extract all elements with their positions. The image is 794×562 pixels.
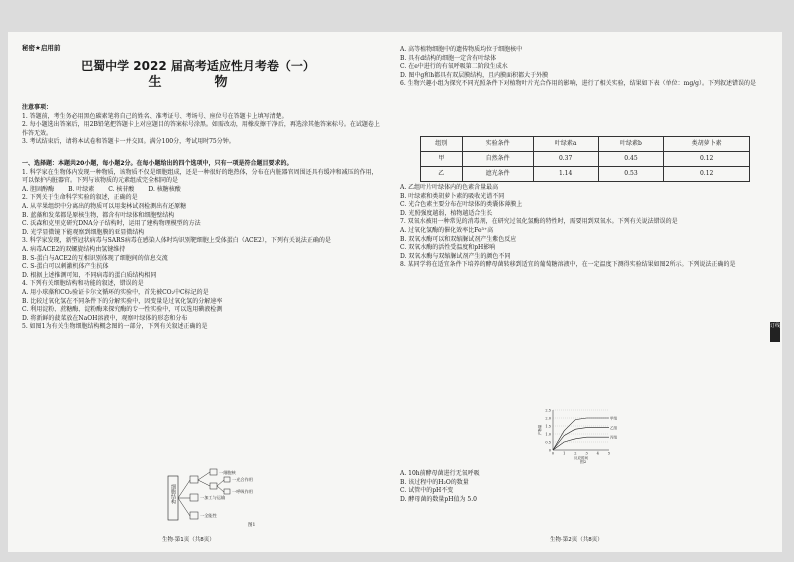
table-cell: 甲 — [421, 152, 463, 167]
option: C. 核苷酸 — [108, 185, 135, 193]
section-heading: 一、选择题：本题共20小题，每小题2分。在每小题给出的四个选项中，只有一项是符合题目要求的。 — [22, 160, 293, 167]
fig1-label: 一加工与运输 — [200, 495, 226, 500]
table-header-row — [421, 137, 750, 152]
table-cell: 遮光条件 — [462, 167, 533, 182]
table-cell: 1.14 — [533, 167, 598, 182]
question-stem: 7. 双氧水被用一种常见的消毒剂，在研究过氧化氢酶的特性时，需要用到双氧水。下列有关说法错误的是 — [400, 218, 678, 226]
series-label: 丙组 — [610, 435, 617, 440]
option: C. 在e中进行的有氧呼吸第二阶段生成水 — [400, 63, 508, 71]
table-cell: 0.12 — [664, 167, 750, 182]
root-label: 细胞结构 — [170, 484, 176, 504]
y-tick-label: 0 — [548, 448, 551, 453]
notes-heading: 注意事项： — [22, 104, 53, 111]
y-tick-label: 0.5 — [545, 440, 551, 445]
y-tick-label: 1.5 — [545, 424, 551, 429]
question-stem: 1. 科学家在生物体内发现一种物质，该物质不仅是细胞组成，还是一种很好的绝热体，分布在内脏器官周围还具有缓冲和减压的作用，可以保护内脏器官。下列与该物质的元素组成完全相同的是 — [22, 168, 378, 185]
option: A. 高等植物细胞中的遗传物质均位于细胞核中 — [400, 46, 523, 53]
option: B. 具有d结构的细胞一定含有叶绿体 — [400, 54, 497, 62]
question-stem: 2. 下列关于生命科学实验的叙述，正确的是 — [22, 194, 138, 202]
option: D. 根据上述推测可知，不同病毒的蛋白质结构相同 — [22, 271, 157, 279]
fig1-caption: 图1 — [248, 523, 256, 528]
figure-2-line-chart — [535, 404, 635, 464]
fig2-caption: 图2 — [579, 459, 587, 464]
option: D. 酵母菌的数量pH值为 5.0 — [400, 495, 477, 503]
option: C. 利用淀粉、蔗糖酶、淀粉酶来探究酶的专一性实验中，可以选用碘液检测 — [22, 306, 223, 314]
exam-title: 巴蜀中学 2022 届高考适应性月考卷（一） — [81, 59, 315, 73]
q8-options — [400, 470, 772, 504]
table-cell: 0.12 — [664, 152, 750, 167]
option: D. 双氧水酶与双缩脲试剂产生的颜色不同 — [400, 252, 511, 260]
option: B. S-蛋白与ACE2的互相识别体现了细胞间的信息交流 — [22, 254, 168, 262]
note-item: 1. 答题前，考生务必用黑色碳素笔将自己的姓名、准考证号、考场号、座位号在答题卡上填写清楚。 — [22, 112, 288, 120]
x-tick-label: 3 — [585, 451, 588, 456]
table-cell: 0.37 — [533, 152, 598, 167]
table-cell: 自然条件 — [462, 152, 533, 167]
question-stem: 3. 科学家发现，新型冠状病毒与SARS病毒在感染人体时均识别靶细胞上受体蛋白（ACE2），下列有关说法正确的是 — [22, 237, 331, 245]
option: A. 过氧化氢酶的催化效率比Fe³⁺高 — [400, 226, 494, 234]
right-page-footer: 生物·第2页（共8页） — [550, 537, 603, 543]
figure-1-concept-map — [162, 468, 272, 528]
exam-sheet — [8, 32, 782, 552]
option: A. 乙组叶片叶绿体内的色素含量最高 — [400, 184, 499, 191]
y-tick-label: 2.0 — [545, 416, 551, 421]
table-header: 叶绿素b — [598, 137, 664, 152]
binding-margin-tag: 订线 — [770, 322, 780, 342]
option: C. 沃森和克里克研究DNA分子结构时，运用了建构物理模型的方法 — [22, 220, 201, 228]
table-header: 组别 — [421, 137, 463, 152]
option: D. 将新鲜的菠菜放在NaOH溶液中，观察叶绿体的形态和分布 — [22, 314, 188, 322]
x-tick-label: 2 — [574, 451, 577, 456]
option: A. 胆固醇酶 — [22, 185, 55, 193]
y-tick-label: 1.0 — [545, 432, 551, 437]
exam-subject: 生 物 — [148, 75, 248, 90]
question-stem: 4. 下列有关细胞结构和功能的叙述，错误的是 — [22, 280, 144, 288]
q6-table — [420, 136, 750, 182]
option: D. 图中g和h都具有双层膜结构，且内膜面积都大于外膜 — [400, 71, 549, 79]
secret-label: 秘密★启用前 — [22, 44, 61, 52]
option: C. 光合色素主要分布在叶绿体的类囊体薄膜上 — [400, 201, 523, 209]
fig1-label: 一光合作用 — [232, 477, 253, 482]
series-line — [553, 428, 609, 450]
fig1-label: 一呼吸作用 — [232, 489, 253, 494]
notes-block — [22, 104, 382, 147]
table-row — [421, 167, 750, 182]
series-label: 甲组 — [610, 416, 617, 421]
x-tick-label: 5 — [607, 451, 611, 456]
option: D. 光照强度越弱，植物越适合生长 — [400, 209, 493, 217]
option: B. 蓝藻和发菜都是原核生物，都含有叶绿体和细胞壁结构 — [22, 211, 175, 219]
option: A. 病毒ACE2的双螺旋结构由氢键维持 — [22, 245, 126, 253]
table-cell: 乙 — [421, 167, 463, 182]
left-page-footer: 生物·第1页（共8页） — [162, 537, 215, 543]
table-header: 叶绿素a — [533, 137, 598, 152]
y-tick-label: 2.5 — [545, 408, 551, 413]
option: C. 双氧水酶的活性受温度和pH影响 — [400, 244, 496, 252]
table-row — [421, 152, 750, 167]
table-cell: 0.45 — [598, 152, 664, 167]
series-label: 乙组 — [610, 426, 617, 431]
question-stem: 6. 生物兴趣小组为探究不同光照条件下对植物叶片光合作用的影响，进行了相关实验，结果如下表（单位：mg/g）。下列叙述错误的是 — [400, 80, 757, 88]
note-item: 3. 考试结束后，请将本试卷和答题卡一并交回。满分100分，考试用时75分钟。 — [22, 138, 235, 146]
x-tick-label: 4 — [596, 451, 599, 456]
option: B. 比较过氧化氢在不同条件下的分解实验中，因变量是过氧化氢的分解速率 — [22, 297, 223, 305]
q5-options — [400, 46, 772, 89]
question-stem: 5. 如图1为有关生物细胞结构概念图的一部分，下列有关叙述正确的是 — [22, 323, 208, 331]
table-cell: 0.53 — [598, 167, 664, 182]
option: C. 试管中的pH不变 — [400, 487, 454, 495]
question-stem: 8. 某同学将在适宜条件下培养的酵母菌转移到适宜的葡萄糖溶液中，在一定温度下测得实验结果如图2所示。下列说法正确的是 — [400, 261, 736, 269]
fig1-label: 一细胞核 — [219, 470, 236, 475]
q6-q8-block — [400, 184, 772, 270]
fig1-label: 一全能性 — [200, 513, 217, 518]
option: D. 光学显微镜下能观察到细胞膜的亚显微结构 — [22, 228, 145, 236]
option: A. 10h前酵母菌进行无氧呼吸 — [400, 470, 480, 477]
option: A. 用小球藻和CO₂验证卡尔文循环的实验中，首先被CO₂中C标记的是 — [22, 288, 209, 296]
table-header: 类胡萝卜素 — [664, 137, 750, 152]
questions-left — [22, 160, 382, 332]
option: B. 双氧水酶可以和双缩脲试剂产生紫色反应 — [400, 235, 517, 243]
option: A. 从苹果组织中分离出的物质可以用斐林试剂检测出有还原糖 — [22, 202, 187, 210]
option: C. S-蛋白可以刺激机体产生抗体 — [22, 263, 109, 271]
x-tick-label: 1 — [563, 451, 566, 456]
y-axis-label: 产物量 — [538, 424, 542, 436]
option: B. 叶绿素和类胡萝卜素的吸收光谱不同 — [400, 192, 505, 200]
option: B. 叶绿素 — [68, 185, 95, 193]
table-header: 实验条件 — [462, 137, 533, 152]
note-item: 2. 每小题选出答案后，用2B铅笔把答题卡上对应题目的答案标号涂黑。如需改动，用橡皮擦干净后，再选涂其他答案标号。在试题卷上作答无效。 — [22, 121, 380, 137]
x-tick-label: 0 — [551, 451, 555, 456]
option: B. 该过程中的H₂O的数量 — [400, 478, 469, 486]
x-axis-label: 反应时间 — [574, 456, 588, 460]
option: D. 核糖核酸 — [148, 185, 181, 193]
